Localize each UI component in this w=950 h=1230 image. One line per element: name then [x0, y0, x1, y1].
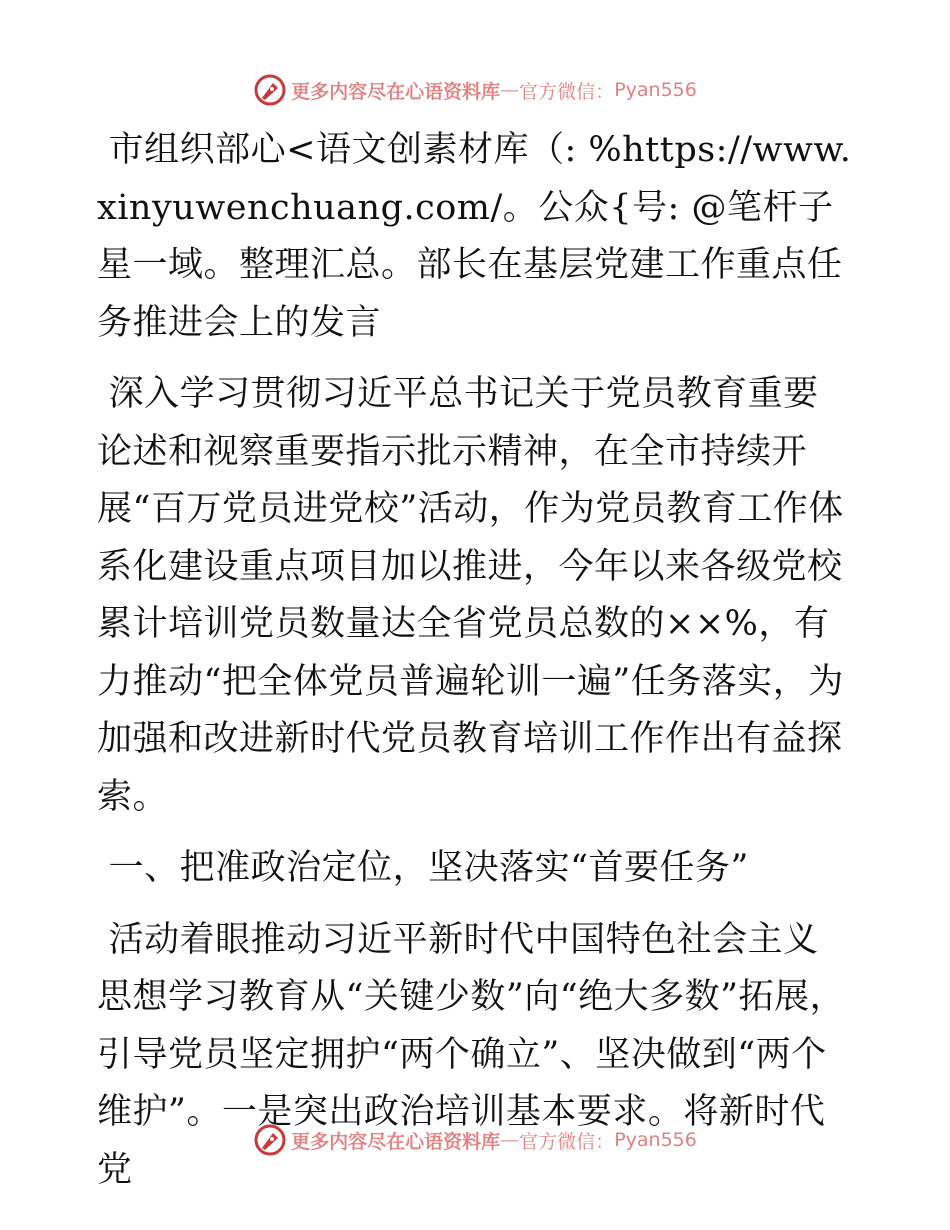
watermark-banner-top	[0, 70, 950, 110]
watermark-dash: —	[500, 1129, 520, 1151]
pen-nib-logo-icon	[253, 1123, 287, 1157]
pen-nib-logo-icon	[253, 73, 287, 107]
paragraph-section-body: 活动着眼推动习近平新时代中国特色社会主义思想学习教育从“关键少数”向“绝大多数”拓展，引导党员坚定拥护“两个确立”、坚决做到“两个维护”。一是突出政治培训基本要求。将新时代党	[97, 919, 846, 1190]
watermark-dash: —	[500, 79, 520, 101]
watermark-official-label: 官方微信：	[519, 1130, 615, 1153]
watermark-official-label: 官方微信：	[519, 80, 615, 103]
watermark-slogan: 更多内容尽在心语资料库	[291, 1130, 501, 1153]
watermark-banner-bottom	[0, 1120, 950, 1160]
watermark-slogan: 更多内容尽在心语资料库	[291, 80, 501, 103]
paragraph-title: 市组织部心<语文创素材库（: %https://www.xinyuwenchuang.com/。公众{号: @笔杆子星一域。整理汇总。部长在基层党建工作重点任务推进会上的发言	[97, 130, 852, 343]
watermark-wechat-id: Pyan556	[614, 79, 697, 101]
paragraph-intro: 深入学习贯彻习近平总书记关于党员教育重要论述和视察重要指示批示精神，在全市持续开展“百万党员进党校”活动，作为党员教育工作体系化建设重点项目加以推进，今年以来各级党校累计培训党员数量达全省党员总数的××%，有力推动“把全体党员普遍轮训一遍”任务落实，为加强和改进新时代党员教育培训工作作出有益探索。	[97, 374, 844, 817]
section-heading: 一、把准政治定位，坚决落实“首要任务”	[97, 848, 749, 888]
document-body	[97, 122, 853, 1199]
watermark-wechat-id: Pyan556	[614, 1129, 697, 1151]
